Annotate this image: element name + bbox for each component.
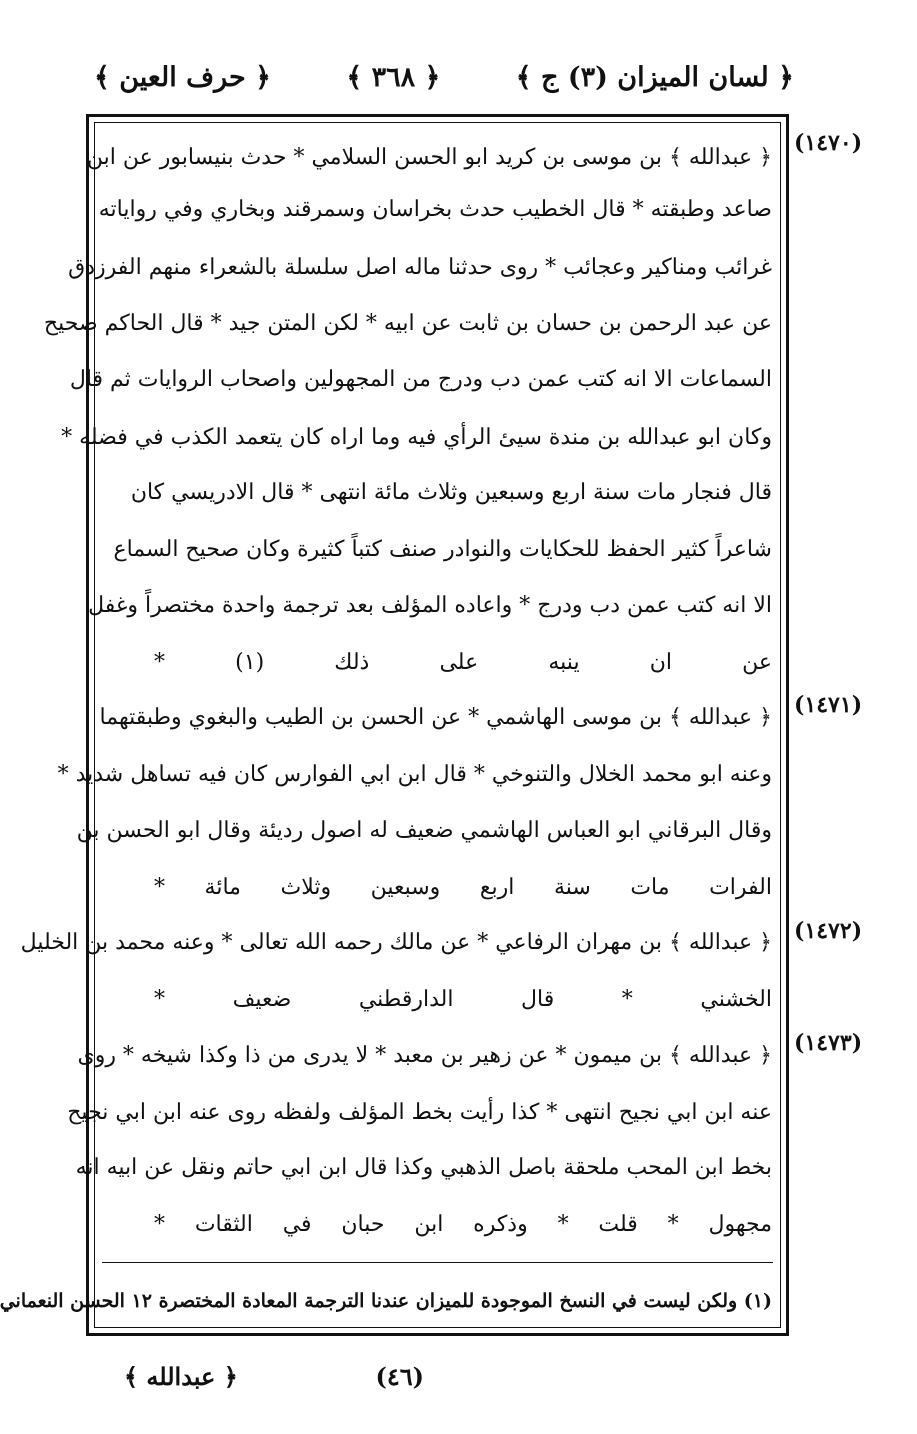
section-title: ﴿ حرف العين ﴾ bbox=[94, 61, 271, 93]
text-line: ﴿ عبدالله ﴾ بن مهران الرفاعي * عن مالك رحمه الله تعالى * وعنه محمد بن الخليل bbox=[20, 930, 772, 955]
book-title: ﴿ لسان الميزان (٣) ج ﴾ bbox=[515, 61, 794, 93]
text-line: بخط ابن المحب ملحقة باصل الذهبي وكذا قال ابن ابي حاتم ونقل عن ابيه انه bbox=[75, 1155, 772, 1180]
text-line: عن عبد الرحمن بن حسان بن ثابت عن ابيه * لكن المتن جيد * قال الحاكم صحيح bbox=[43, 311, 772, 336]
page-number-header: ﴿ ٣٦٨ ﴾ bbox=[346, 61, 441, 93]
page-number-footer: (٤٦) bbox=[375, 1361, 424, 1391]
text-line: وعنه ابو محمد الخلال والتنوخي * قال ابن ابي الفوارس كان فيه تساهل شديد * bbox=[57, 762, 772, 787]
text-line: الا انه كتب عمن دب ودرج * واعاده المؤلف بعد ترجمة واحدة مختصراً وغفل bbox=[88, 593, 772, 618]
text-line: شاعراً كثير الحفظ للحكايات والنوادر صنف كتباً كثيرة وكان صحيح السماع bbox=[113, 537, 772, 562]
text-line: الفرات مات سنة اربع وسبعين وثلاث مائة * bbox=[154, 875, 772, 900]
text-line: ﴿ عبدالله ﴾ بن موسى الهاشمي * عن الحسن بن الطيب والبغوي وطبقتهما bbox=[99, 705, 772, 730]
text-line: السماعات الا انه كتب عمن دب ودرج من المجهولين واصحاب الروايات ثم قال bbox=[69, 367, 772, 392]
footnote-divider bbox=[102, 1262, 773, 1263]
text-line: صاعد وطبقته * قال الخطيب حدث بخراسان وسمرقند وبخاري وفي رواياته bbox=[98, 197, 772, 222]
footnote: (١) ولكن ليست في النسخ الموجودة للميزان عندنا الترجمة المعادة المختصرة ١٢ الحسن النعماني bbox=[0, 1290, 772, 1312]
text-line: عن ان ينبه على ذلك (١) * bbox=[154, 650, 772, 675]
entry-number: (١٤٧١) bbox=[794, 692, 863, 718]
entry-number: (١٤٧٢) bbox=[794, 918, 863, 944]
text-line: الخشني * قال الدارقطني ضعيف * bbox=[154, 987, 772, 1012]
entry-number: (١٤٧٣) bbox=[794, 1030, 863, 1056]
page-header bbox=[94, 52, 794, 102]
text-line: عنه ابن ابي نجيح انتهى * كذا رأيت بخط المؤلف ولفظه روى عنه ابن ابي نجيح bbox=[67, 1100, 772, 1125]
catchword: ﴿ عبدالله ﴾ bbox=[124, 1361, 238, 1391]
text-line: وقال البرقاني ابو العباس الهاشمي ضعيف له اصول رديئة وقال ابو الحسن بن bbox=[76, 818, 772, 843]
text-line: قال فنجار مات سنة اربع وسبعين وثلاث مائة انتهى * قال الادريسي كان bbox=[130, 480, 772, 505]
text-line: ﴿ عبدالله ﴾ بن موسى بن كريد ابو الحسن السلامي * حدث بنيسابور عن ابن bbox=[86, 145, 772, 170]
page-footer bbox=[124, 1356, 424, 1396]
text-line: ﴿ عبدالله ﴾ بن ميمون * عن زهير بن معبد * لا يدرى من ذا وكذا شيخه * روى bbox=[77, 1043, 772, 1068]
entry-number: (١٤٧٠) bbox=[794, 130, 863, 156]
text-line: وكان ابو عبدالله بن مندة سيئ الرأي فيه وما اراه كان يتعمد الكذب في فضله * bbox=[61, 425, 772, 450]
text-line: مجهول * قلت * وذكره ابن حبان في الثقات * bbox=[154, 1212, 772, 1237]
text-line: غرائب ومناكير وعجائب * روى حدثنا ماله اصل سلسلة بالشعراء منهم الفرزدق bbox=[68, 255, 772, 280]
